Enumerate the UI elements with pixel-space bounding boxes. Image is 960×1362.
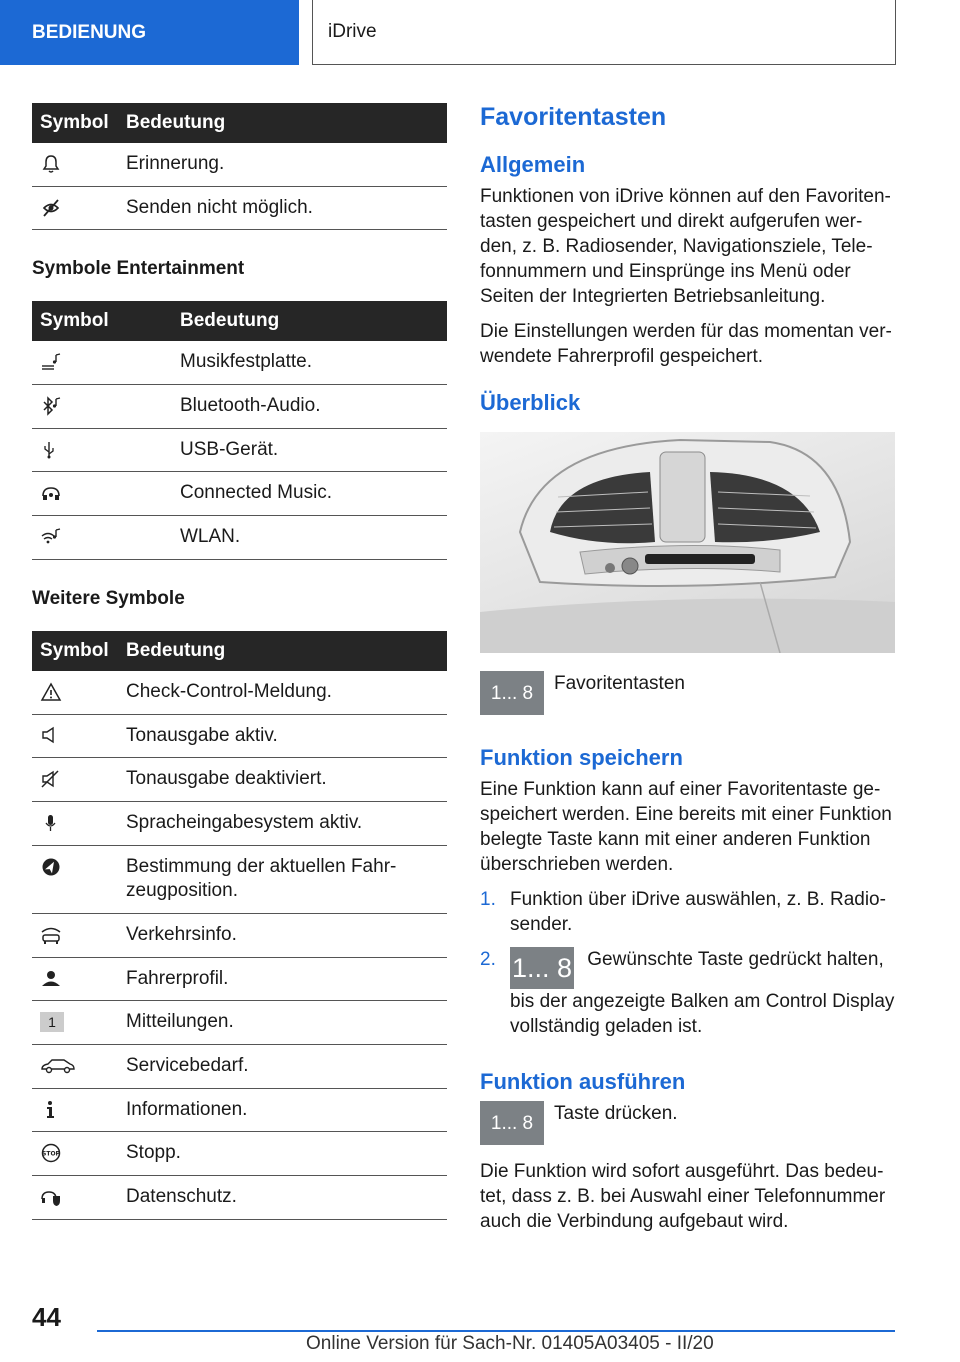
table-row — [32, 1132, 447, 1176]
bluetooth-audio-icon — [40, 396, 62, 416]
stop-icon — [40, 1143, 62, 1163]
exec-heading: Funktion ausführen — [480, 1069, 686, 1095]
wlan-icon — [40, 527, 62, 547]
col-header-symbol: Symbol — [32, 103, 118, 143]
car-service-icon — [40, 1056, 76, 1076]
favorite-keys-icon: 1... 8 — [480, 1101, 544, 1145]
row-meaning-line: Spracheingabesystem aktiv. — [126, 811, 363, 833]
table-row — [32, 801, 447, 845]
symbol-table-entertainment — [32, 301, 447, 559]
table-row — [32, 472, 447, 516]
table-row — [32, 143, 447, 186]
row-meaning — [118, 845, 447, 913]
col-header-meaning: Bedeutung — [118, 103, 447, 143]
step-text: Gewünschte Taste gedrückt halten, bis der angezeigte Balken am Control Display vollständig geladen ist. — [510, 949, 895, 1038]
row-meaning: Tonausgabe deaktiviert. — [118, 758, 447, 802]
driver-profile-icon — [40, 969, 62, 989]
exec-caption-row — [480, 1101, 896, 1145]
row-meaning: Fahrerprofil. — [118, 957, 447, 1001]
table-row — [32, 385, 447, 429]
step-text: Funktion über iDrive auswählen, z. B. Radio-sender. — [510, 888, 886, 935]
microphone-icon — [40, 813, 62, 833]
save-steps — [480, 887, 896, 1039]
footer-text: Online Version für Sach-Nr. 01405A03405 - II/20 — [306, 1333, 714, 1354]
dashboard-illustration — [480, 432, 895, 653]
row-meaning: WLAN. — [172, 516, 447, 560]
table-row — [32, 428, 447, 472]
table-row — [32, 1001, 447, 1045]
table-row — [32, 186, 447, 230]
row-meaning: Senden nicht möglich. — [118, 186, 447, 230]
col-header-meaning: Bedeutung — [118, 631, 447, 671]
row-meaning: Tonausgabe aktiv. — [118, 714, 447, 758]
section-title: BEDIENUNG — [32, 21, 147, 43]
usb-icon — [40, 440, 62, 460]
connected-music-icon — [40, 483, 62, 503]
table-row — [32, 714, 447, 758]
row-meaning: Stopp. — [118, 1132, 447, 1176]
stop-label: STOP — [42, 1150, 60, 1158]
right-column — [480, 103, 896, 1244]
row-meaning-line: Bestimmung der aktuellen Fahr- — [126, 855, 397, 877]
left-column — [32, 103, 447, 1220]
row-meaning: Informationen. — [118, 1088, 447, 1132]
symbol-table-general — [32, 103, 447, 230]
chapter-tab — [312, 0, 896, 65]
bell-icon — [40, 154, 62, 174]
info-icon — [40, 1100, 62, 1120]
data-privacy-icon — [40, 1187, 62, 1207]
table-row — [32, 1045, 447, 1089]
row-meaning-line: zeugposition. — [126, 880, 238, 902]
table-row — [32, 913, 447, 957]
save-heading: Funktion speichern — [480, 744, 683, 770]
entertainment-heading: Symbole Entertainment — [32, 258, 245, 280]
step-number: 2. — [480, 949, 496, 971]
dashboard-photo — [480, 432, 895, 653]
list-item — [480, 887, 896, 937]
col-header-symbol: Symbol — [32, 301, 172, 341]
favorite-keys-icon: 1... 8 — [480, 671, 544, 715]
table-row — [32, 1088, 447, 1132]
col-header-meaning: Bedeutung — [172, 301, 447, 341]
general-heading: Allgemein — [480, 152, 586, 177]
photo-caption: Favoritentasten — [554, 672, 685, 694]
page-number: 44 — [32, 1302, 61, 1332]
message-count-icon — [40, 1012, 64, 1032]
row-meaning: Servicebedarf. — [118, 1045, 447, 1089]
list-item — [480, 947, 896, 1039]
symbol-table-further — [32, 631, 447, 1220]
send-disabled-icon — [40, 198, 62, 218]
table-row — [32, 758, 447, 802]
speaker-muted-icon — [40, 769, 62, 789]
table-row — [32, 845, 447, 913]
row-meaning — [118, 801, 447, 845]
traffic-info-icon — [40, 925, 62, 945]
row-meaning: Musikfestplatte. — [172, 341, 447, 384]
general-paragraph-2: Die Einstellungen werden für das momentan ver-wendete Fahrerprofil gespeichert. — [480, 321, 892, 368]
favorite-keys-icon: 1... 8 — [510, 947, 574, 989]
step-number: 1. — [480, 888, 496, 910]
row-meaning: Verkehrsinfo. — [118, 913, 447, 957]
table-row — [32, 957, 447, 1001]
navigation-position-icon — [40, 857, 62, 877]
general-paragraph-1: Funktionen von iDrive können auf den Favoriten-tasten gespeichert und direkt aufgerufen wer-den, z. B. Radiosender, Navigationsziele, Tele-fonnummern und Einsprünge ins Menü oder Seiten der Integrierten Betriebsanleitung. — [480, 186, 891, 308]
step-content — [510, 947, 896, 1039]
row-meaning: Erinnerung. — [118, 143, 447, 186]
further-heading: Weitere Symbole — [32, 587, 185, 609]
row-meaning: Datenschutz. — [118, 1176, 447, 1220]
row-meaning: Connected Music. — [172, 472, 447, 516]
chapter-title: iDrive — [328, 21, 377, 42]
message-count-badge: 1 — [48, 1014, 56, 1031]
exec-caption: Taste drücken. — [554, 1103, 678, 1125]
hard-disk-music-icon — [40, 352, 62, 372]
save-paragraph: Eine Funktion kann auf einer Favoritentaste ge-speichert werden. Eine bereits mit einer Funktion belegte Taste kann mit einer anderen Funktion überschrieben werden. — [480, 778, 892, 875]
photo-caption-row — [480, 671, 896, 715]
warning-triangle-icon — [40, 682, 62, 702]
table-row — [32, 516, 447, 560]
row-meaning: Check-Control-Meldung. — [118, 671, 447, 714]
exec-paragraph: Die Funktion wird sofort ausgeführt. Das bedeu-tet, dass z. B. bei Auswahl einer Telefonnummer auch die Verbindung aufgebaut wird. — [480, 1161, 886, 1233]
table-row — [32, 1176, 447, 1220]
row-meaning: USB-Gerät. — [172, 428, 447, 472]
row-meaning: Mitteilungen. — [118, 1001, 447, 1045]
footer-divider — [97, 1330, 895, 1332]
page-title: Favoritentasten — [480, 103, 667, 131]
table-row — [32, 341, 447, 384]
speaker-icon — [40, 725, 62, 745]
overview-heading: Überblick — [480, 389, 581, 415]
row-meaning: Bluetooth-Audio. — [172, 385, 447, 429]
col-header-symbol: Symbol — [32, 631, 118, 671]
section-tab — [0, 0, 299, 65]
table-row — [32, 671, 447, 714]
